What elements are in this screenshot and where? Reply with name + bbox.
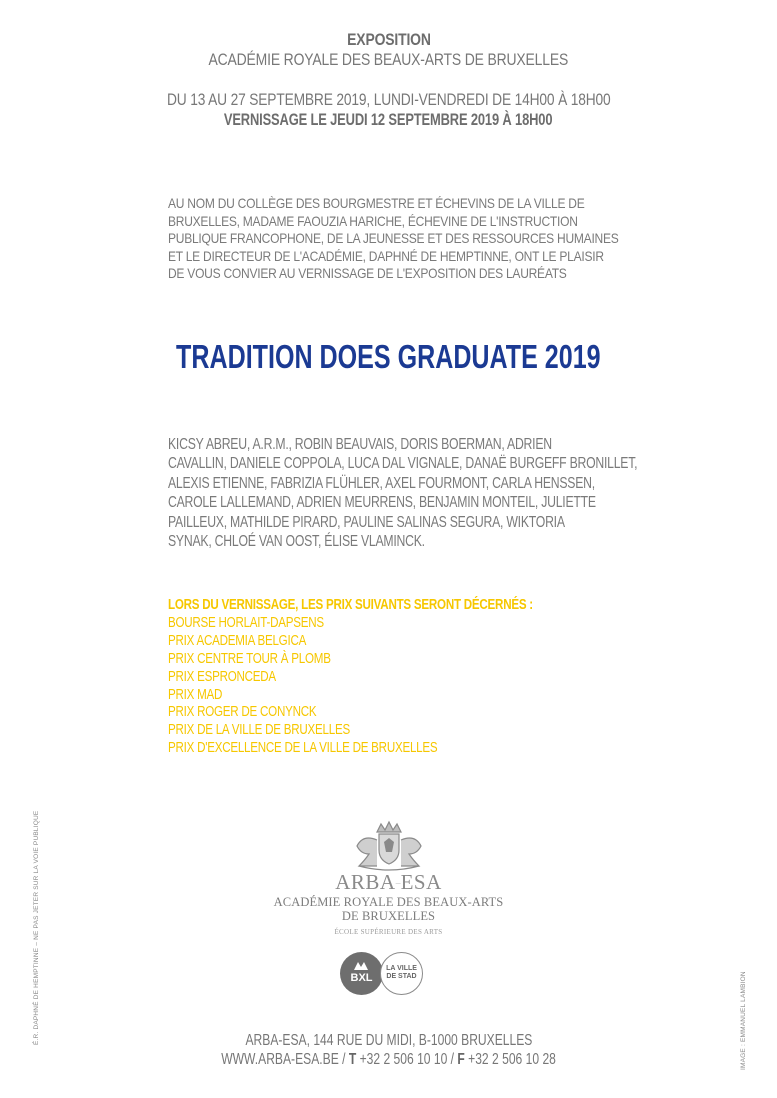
prize-item: BOURSE HORLAIT-DAPSENS [168,614,324,631]
artist-line: PAILLEUX, MATHILDE PIRARD, PAULINE SALINAS SEGURA, WIKTORIA [168,513,565,531]
arba-name: ARBA—ESA [335,870,442,894]
prize-item: PRIX ESPRONCEDA [168,668,276,685]
artist-line: ALEXIS ETIENNE, FABRIZIA FLÜHLER, AXEL FOURMONT, CARLA HENSSEN, [168,474,595,492]
header-institution: ACADÉMIE ROYALE DES BEAUX-ARTS DE BRUXELLES [208,50,569,69]
intro-line: PUBLIQUE FRANCOPHONE, DE LA JEUNESSE ET DES RESSOURCES HUMAINES [168,230,619,246]
bxl-badge: BXL [340,952,383,995]
prize-item: PRIX ROGER DE CONYNCK [168,704,317,721]
phone: +32 2 506 10 10 / [356,1051,458,1068]
arba-school: ÉCOLE SUPÉRIEURE DES ARTS [334,928,443,936]
website: WWW.ARBA-ESA.BE / [221,1051,349,1068]
intro-line: AU NOM DU COLLÈGE DES BOURGMESTRE ET ÉCHEVINS DE LA VILLE DE [168,195,585,211]
legal-notice: É.R. DAPHNÉ DE HEMPTINNE – NE PAS JETER SUR LA VOIE PUBLIQUE [33,810,40,1045]
header-label: EXPOSITION [346,30,431,49]
artists-block [168,435,638,551]
artist-line: CAROLE LALLEMAND, ADRIEN MEURRENS, BENJAMIN MONTEIL, JULIETTE [168,494,596,512]
intro-line: BRUXELLES, MADAME FAOUZIA HARICHE, ÉCHEVINE DE L'INSTRUCTION [168,212,578,229]
crest-icon [339,820,439,872]
prize-item: PRIX ACADEMIA BELGICA [168,632,307,649]
intro-line: DE VOUS CONVIER AU VERNISSAGE DE L'EXPOSITION DES LAURÉATS [168,265,567,281]
footer-address: ARBA-ESA, 144 RUE DU MIDI, B-1000 BRUXELLES [245,1032,532,1049]
prize-item: PRIX MAD [168,686,223,703]
intro-paragraph [168,195,619,283]
artist-line: CAVALLIN, DANIELE COPPOLA, LUCA DAL VIGNALE, DANAË BURGEFF BRONILLET, [168,455,638,473]
arba-logo [0,820,777,936]
prize-item: PRIX CENTRE TOUR À PLOMB [168,650,331,667]
artists-list [168,435,638,551]
image-credit: IMAGE : EMMANUEL LAMBION [740,971,747,1070]
exhibition-title: TRADITION DOES GRADUATE 2019 [176,338,601,375]
prizes-section [168,597,624,758]
artist-line: SYNAK, CHLOÉ VAN OOST, ÉLISE VLAMINCK. [168,533,425,551]
prize-item: PRIX DE LA VILLE DE BRUXELLES [168,722,350,739]
footer-contact: WWW.ARBA-ESA.BE / T +32 2 506 10 10 / F +32 2 506 10 28 [221,1051,556,1068]
header-opening: VERNISSAGE LE JEUDI 12 SEPTEMBRE 2019 À 18H00 [224,110,553,129]
arba-full-name: ACADÉMIE ROYALE DES BEAUX-ARTS DE BRUXELLES [273,895,504,923]
fax: +32 2 506 10 28 [464,1051,556,1068]
intro-line: ET LE DIRECTEUR DE L'ACADÉMIE, DAPHNÉ DE HEMPTINNE, ONT LE PLAISIR [168,247,604,264]
partner-badges [340,950,430,998]
prizes-block [168,597,533,758]
artist-line: KICSY ABREU, A.R.M., ROBIN BEAUVAIS, DORIS BOERMAN, ADRIEN [168,436,552,453]
header-dates: DU 13 AU 27 SEPTEMBRE 2019, LUNDI-VENDREDI DE 14H00 À 18H00 [166,90,611,109]
intro-block [168,195,619,283]
ville-badge: LA VILLE DE STAD [380,952,423,995]
prizes-heading: LORS DU VERNISSAGE, LES PRIX SUIVANTS SERONT DÉCERNÉS : [168,597,533,613]
prize-item: PRIX D'EXCELLENCE DE LA VILLE DE BRUXELLES [168,740,438,757]
